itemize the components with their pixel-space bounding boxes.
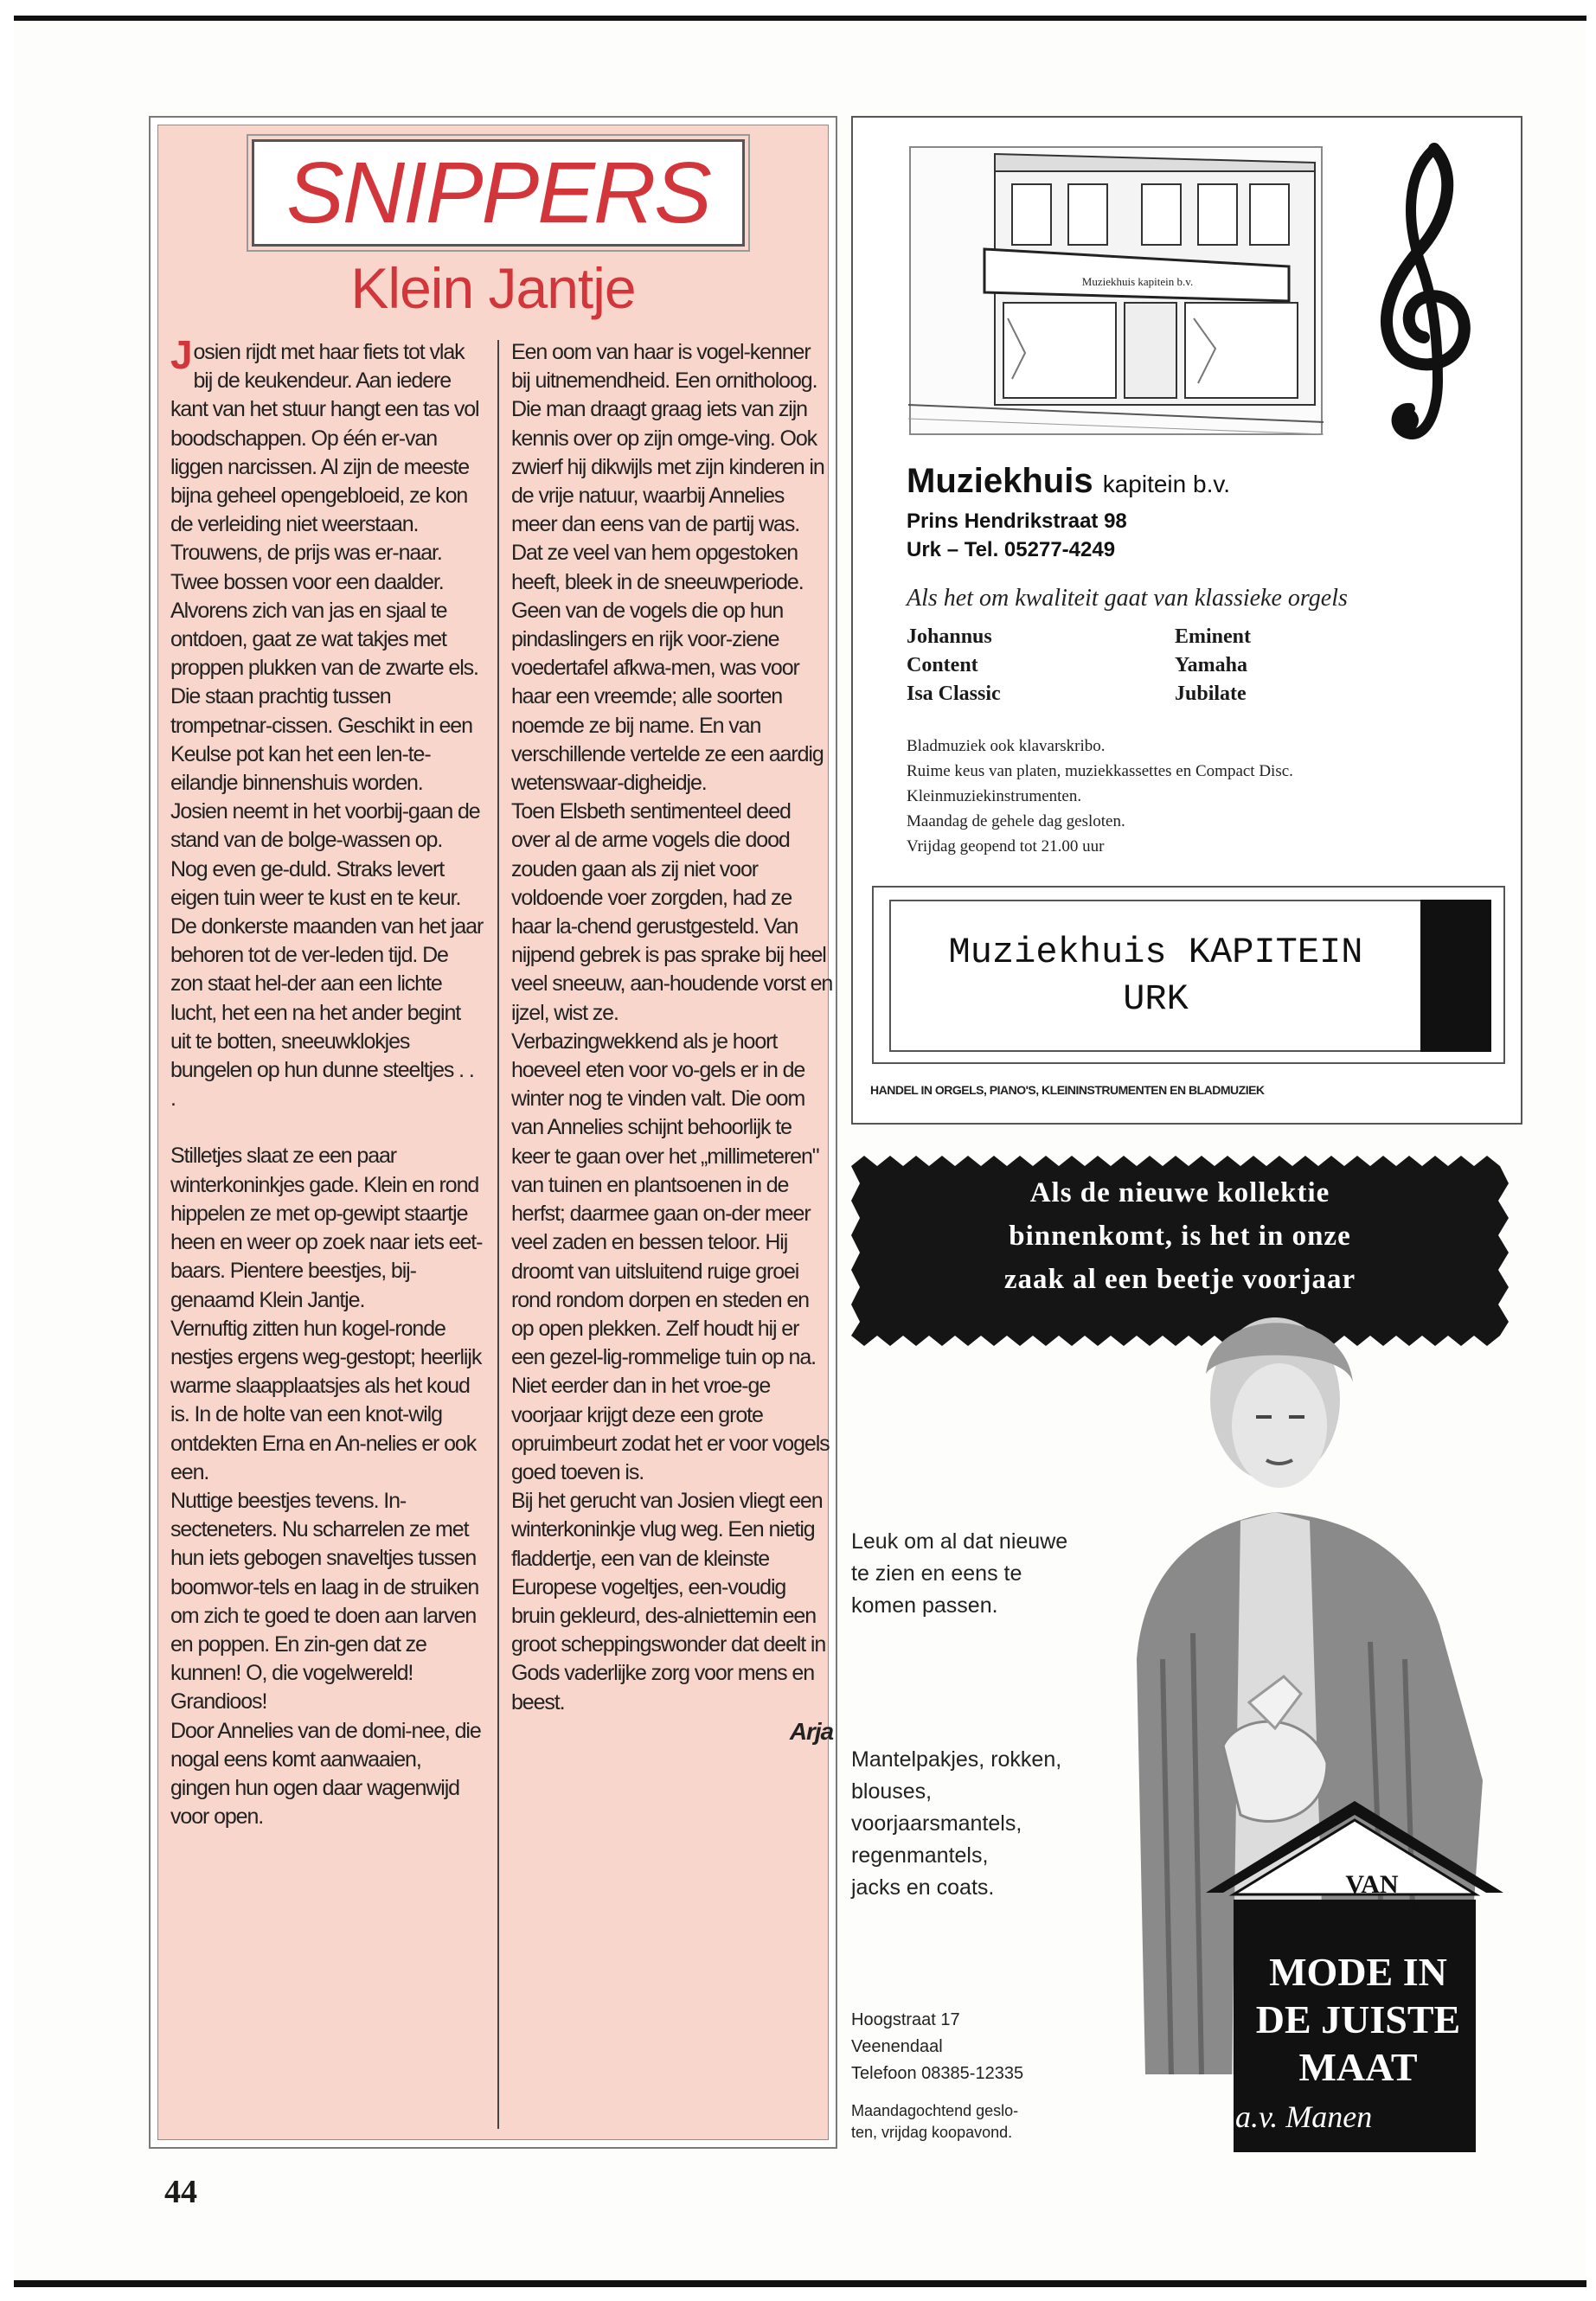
page-number: 44 xyxy=(164,2174,197,2210)
store-address: Hoogstraat 17 Veenendaal Telefoon 08385-12335 xyxy=(851,2010,1024,2083)
article-paragraph: Verbazingwekkend als je hoort hoeveel eten voor vo-gels er in de winter nog te vinden valt. Die oom van Annelies schijnt behoorlijk te keer te gaan over het „millimeteren" van tuinen en plantsoenen in de herfst; daarmee gaan on-der meer veel zaden en bessen teloor. Hij droomt van uitsluitend ruige groei rond rondom dorpen en steden en op open plekken. Zelf houdt hij er een gezel-lig-rommelige tuin op na. Niet eerder dan in het vroe-ge voorjaar krijgt deze een grote opruimbeurt zodat het er voor vogels goed toeven is. xyxy=(511,1029,830,1484)
article-paragraph: Nuttige beestjes tevens. In-secteneters. Nu scharrelen ze met hun iets gebogen snaveltjes tussen boomwor-tels en laag in de struiken om zich te goed te doen aan larven en poppen. En zin-gen dat ze kunnen! O, die vogelwereld! Grandioos! xyxy=(170,1488,479,1715)
store-name: Muziekhuis kapitein b.v. xyxy=(907,462,1231,500)
logo-signature: a.v. Manen xyxy=(1235,2099,1373,2134)
article-column-right xyxy=(511,338,833,1746)
logo-slogan: MODE IN DE JUISTE MAAT xyxy=(1255,1950,1461,2089)
store-footer: HANDEL IN ORGELS, PIANO'S, KLEININSTRUMENTEN EN BLADMUZIEK xyxy=(870,1083,1265,1097)
sign-black-bar xyxy=(1420,900,1491,1052)
article-paragraph: Josien rijdt met haar fiets tot vlak bij de keukendeur. Aan iedere kant van het stuur hangt een tas vol boodschappen. Op één er-van liggen narcissen. Al zijn de meeste bijna geheel opengebloeid, ze kon de verleiding niet weerstaan. Trouwens, de prijs was er-naar. Twee bossen voor een daalder. xyxy=(170,332,479,594)
vanmanen-logo xyxy=(1201,1796,1509,2154)
ad-tagline: Als het om kwaliteit gaat van klassieke orgels xyxy=(907,585,1348,612)
muziekhuis-advertisement: Muziekhuis kapitein b.v. Muziekhuis kapitein b.v. Prins Hendrikstraat 98 Urk – Tel. 05277-4249 Als het om kwaliteit gaat van klassieke orgels Johannus Content Isa Classic Eminent Yamaha Jubilate Bladmuziek ook klavarskribo. Ruime keus van platen, muziekkassettes en Compact Disc. Kleinmuziekinstrumenten. Maandag de gehele dag gesloten. Vrijdag geopend tot 21.00 uur Muziekhuis KAPITEIN URK HANDEL IN ORGELS, PIANO'S, KLEININSTRUMENTEN EN BLADMUZIEK xyxy=(851,116,1522,1125)
store-sign: Muziekhuis KAPITEIN URK xyxy=(889,900,1422,1052)
ad-intro-text: Leuk om al dat nieuwe te zien en eens te komen passen. xyxy=(851,1529,1068,1618)
article-paragraph: Toen Elsbeth sentimenteel deed over al de arme vogels die dood zouden gaan als zij niet voor voldoende voer zorgden, had ze haar la-chend gerustgesteld. Van nijpend gebrek is pas sprake bij heel veel sneeuw, aan-houdende vorst en ijzel, wist ze. xyxy=(511,799,833,1025)
author-signature: Arja xyxy=(789,1717,833,1745)
snippers-heading: SNIPPERS xyxy=(286,144,710,241)
vanmanen-advertisement xyxy=(851,1149,1522,2170)
store-address: Prins Hendrikstraat 98 Urk – Tel. 05277-4249 xyxy=(907,510,1127,561)
store-info: Bladmuziek ook klavarskribo. Ruime keus van platen, muziekkassettes en Compact Disc. Kleinmuziekinstrumenten. Maandag de gehele dag gesloten. Vrijdag geopend tot 21.00 uur xyxy=(907,737,1293,856)
drop-cap: J xyxy=(170,332,192,377)
article-paragraph: Bij het gerucht van Josien vliegt een winterkoninkje vlug weg. Een nietig fladdertje, een van de kleinste Europese vogeltjes, een-voudig bruin gekleurd, des-alniettemin een groot scheppingswonder dat deelt in Gods vaderlijke zorg voor mens en beest. xyxy=(511,1489,826,1715)
article-paragraph: Een oom van haar is vogel-kenner bij uitnemendheid. Een ornitholoog. Die man draagt graag iets van zijn kennis over op zijn omge-ving. Ook zwierf hij dikwijls met zijn kinderen in de vrije natuur, waarbij Annelies meer dan eens van de partij was. Dat ze veel van hem opgestoken heeft, bleek in de sneeuwperiode. Geen van de vogels die op hun pindaslingers en rijk voor-ziene voedertafel afkwa-men, was voor haar een vreemde; alle soorten noemde ze bij name. En van verschillende vertelde ze een aardig wetenswaar-digheidje. xyxy=(511,340,824,796)
column-divider xyxy=(497,340,499,2129)
snippers-heading-box xyxy=(252,139,745,247)
treble-clef-icon xyxy=(1355,138,1493,458)
article-paragraph: Josien neemt in het voorbij-gaan de stand van de bolge-wassen op. Nog even ge-duld. Straks levert eigen tuin weer te kust en te keur. De donkerste maanden van het jaar behoren tot de ver-leden tijd. De zon staat hel-der aan een lichte lucht, het een na het ander begint uit te botten, sneeuwklokjes bungelen op hun dunne steeltjes . . . xyxy=(170,799,484,1112)
ad-items-text: Mantelpakjes, rokken, blouses, voorjaarsmantels, regenmantels, jacks en coats. xyxy=(851,1747,1062,1900)
article-paragraph: Alvorens zich van jas en sjaal te ontdoen, gaat ze wat takjes met proppen plukken van de zwarte els. Die staan prachtig tussen trompetnar-cissen. Geschikt in een Keulse pot kan het een len-te-eilandje binnenshuis worden. xyxy=(170,598,478,796)
shop-illustration xyxy=(908,145,1324,436)
snippers-background xyxy=(157,125,833,2140)
store-sign-box xyxy=(872,886,1505,1064)
article-paragraph: Vernuftig zitten hun kogel-ronde nestjes ergens weg-gestopt; heerlijk warme slaapplaatsjes als het koud is. In de holte van een knot-wilg ontdekten Erna en An-nelies er ook een. xyxy=(170,1316,482,1484)
banner-text: Als de nieuwe kollektie binnenkomt, is het in onze zaak al een beetje voorjaar xyxy=(1003,1177,1356,1295)
shop-sign: Muziekhuis kapitein b.v. xyxy=(1081,275,1194,288)
article-paragraph: Stilletjes slaat ze een paar winterkoninkjes gade. Klein en rond hippelen ze met op-gewipt staartje heen en weer op zoek naar iets eet-baars. Pientere beestjes, bij-genaamd Klein Jantje. xyxy=(170,1144,483,1312)
snippers-article xyxy=(149,116,837,2149)
article-column-left xyxy=(170,332,484,1831)
article-paragraph: Door Annelies van de domi-nee, die nogal eens komt aanwaaien, gingen hun ogen daar wagenwijd voor open. xyxy=(170,1718,481,1830)
logo-brand: VAN MANEN xyxy=(1323,1870,1421,1925)
opening-hours: Maandagochtend geslo- ten, vrijdag koopavond. xyxy=(851,2102,1019,2141)
article-title: Klein Jantje xyxy=(350,256,636,320)
